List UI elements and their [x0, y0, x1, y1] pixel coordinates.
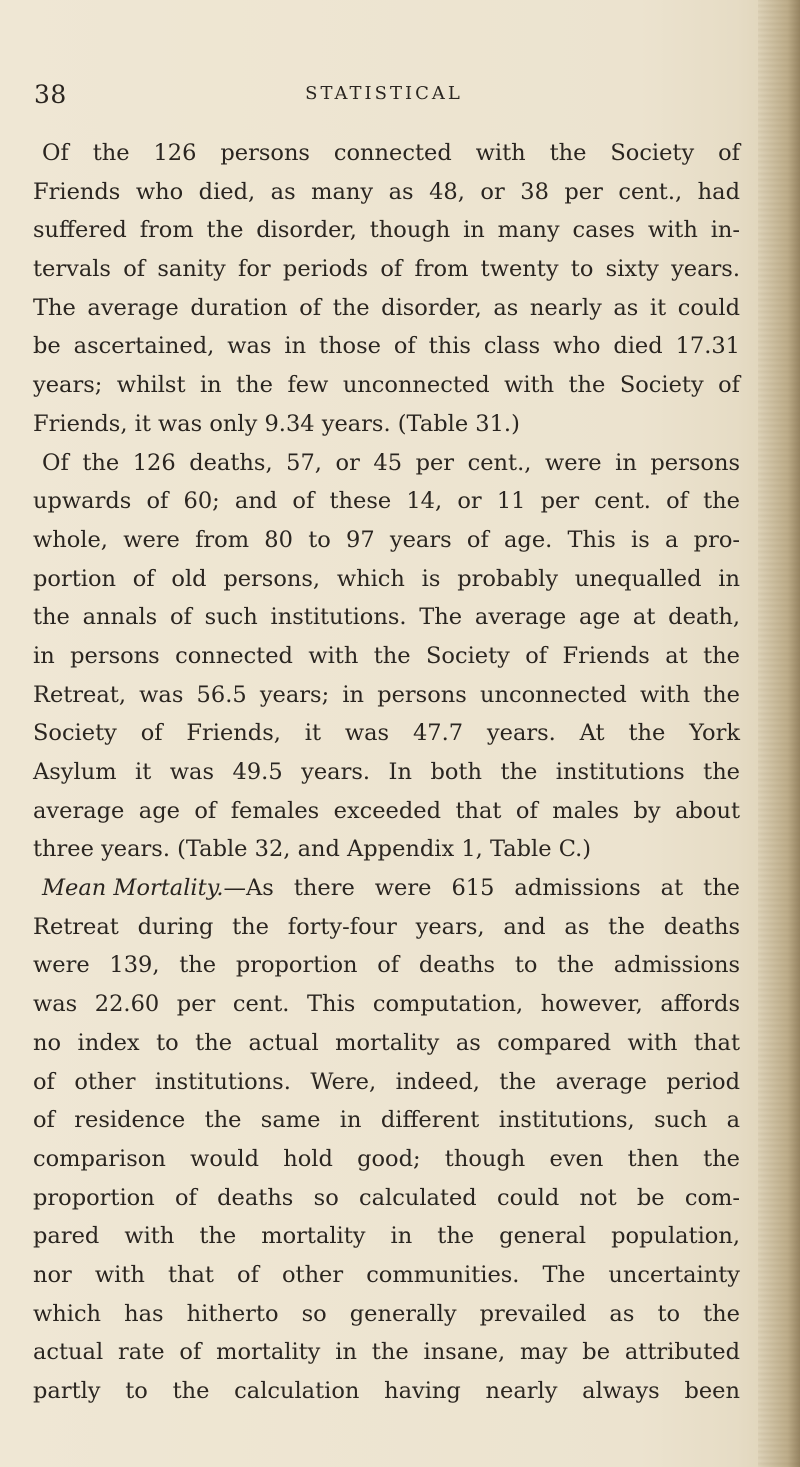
- text-line: —As there were 615 admissions at the: [223, 875, 740, 902]
- text-line: upwards of 60; and of these 14, or 11 per cent. of the: [33, 488, 740, 515]
- page-number: 38: [34, 80, 67, 109]
- text-line: Of the 126 deaths, 57, or 45 per cent., were in persons: [42, 449, 740, 476]
- body-text: [33, 134, 740, 1411]
- text-line: three years. (Table 32, and Appendix 1, Table C.): [33, 836, 592, 863]
- text-line: Retreat during the forty-four years, and as the deaths: [33, 913, 740, 940]
- text-line: be ascertained, was in those of this class who died 17.31: [33, 333, 740, 360]
- text-line: Asylum it was 49.5 years. In both the institutions the: [33, 759, 740, 785]
- text-line: the annals of such institutions. The average age at death,: [33, 604, 740, 631]
- text-line: suffered from the disorder, though in many cases with in-: [33, 217, 740, 244]
- text-line: proportion of deaths so calculated could not be com-: [33, 1184, 740, 1211]
- text-line: Society of Friends, it was 47.7 years. At the York: [33, 720, 740, 747]
- text-line: were 139, the proportion of deaths to the admissions: [33, 952, 740, 979]
- text-line: whole, were from 80 to 97 years of age. This is a pro-: [33, 526, 740, 553]
- section-heading: Mean Mortality.: [42, 875, 224, 902]
- text-line: nor with that of other communities. The uncertainty: [33, 1261, 740, 1288]
- text-line: tervals of sanity for periods of from twenty to sixty years.: [33, 256, 740, 283]
- text-line: comparison would hold good; though even then the: [33, 1145, 740, 1172]
- text-line: Retreat, was 56.5 years; in persons unconnected with the: [33, 681, 740, 708]
- page-header: [34, 80, 734, 114]
- text-line: Friends, it was only 9.34 years. (Table 31.): [33, 410, 520, 437]
- text-line: average age of females exceeded that of males by about: [33, 797, 740, 824]
- running-head: STATISTICAL: [305, 83, 463, 104]
- text-line: which has hitherto so generally prevailed as to the: [33, 1300, 740, 1327]
- text-line: years; whilst in the few unconnected with the Society of: [33, 372, 740, 399]
- page-edge: [758, 0, 800, 1467]
- text-line: no index to the actual mortality as compared with that: [33, 1029, 740, 1056]
- text-line: was 22.60 per cent. This computation, however, affords: [33, 991, 740, 1018]
- text-line: pared with the mortality in the general population,: [33, 1223, 740, 1250]
- text-line: The average duration of the disorder, as nearly as it could: [33, 294, 740, 321]
- section-line: [42, 869, 740, 908]
- text-line: actual rate of mortality in the insane, may be attributed: [33, 1339, 740, 1366]
- text-line: Of the 126 persons connected with the Society of: [42, 140, 740, 166]
- text-line: Friends who died, as many as 48, or 38 per cent., had: [33, 178, 740, 205]
- text-line: partly to the calculation having nearly always been: [33, 1378, 740, 1404]
- text-line: portion of old persons, which is probably unequalled in: [33, 565, 740, 592]
- text-line: of residence the same in different institutions, such a: [33, 1107, 740, 1134]
- text-line: of other institutions. Were, indeed, the average period: [33, 1068, 740, 1095]
- text-line: in persons connected with the Society of Friends at the: [33, 642, 740, 669]
